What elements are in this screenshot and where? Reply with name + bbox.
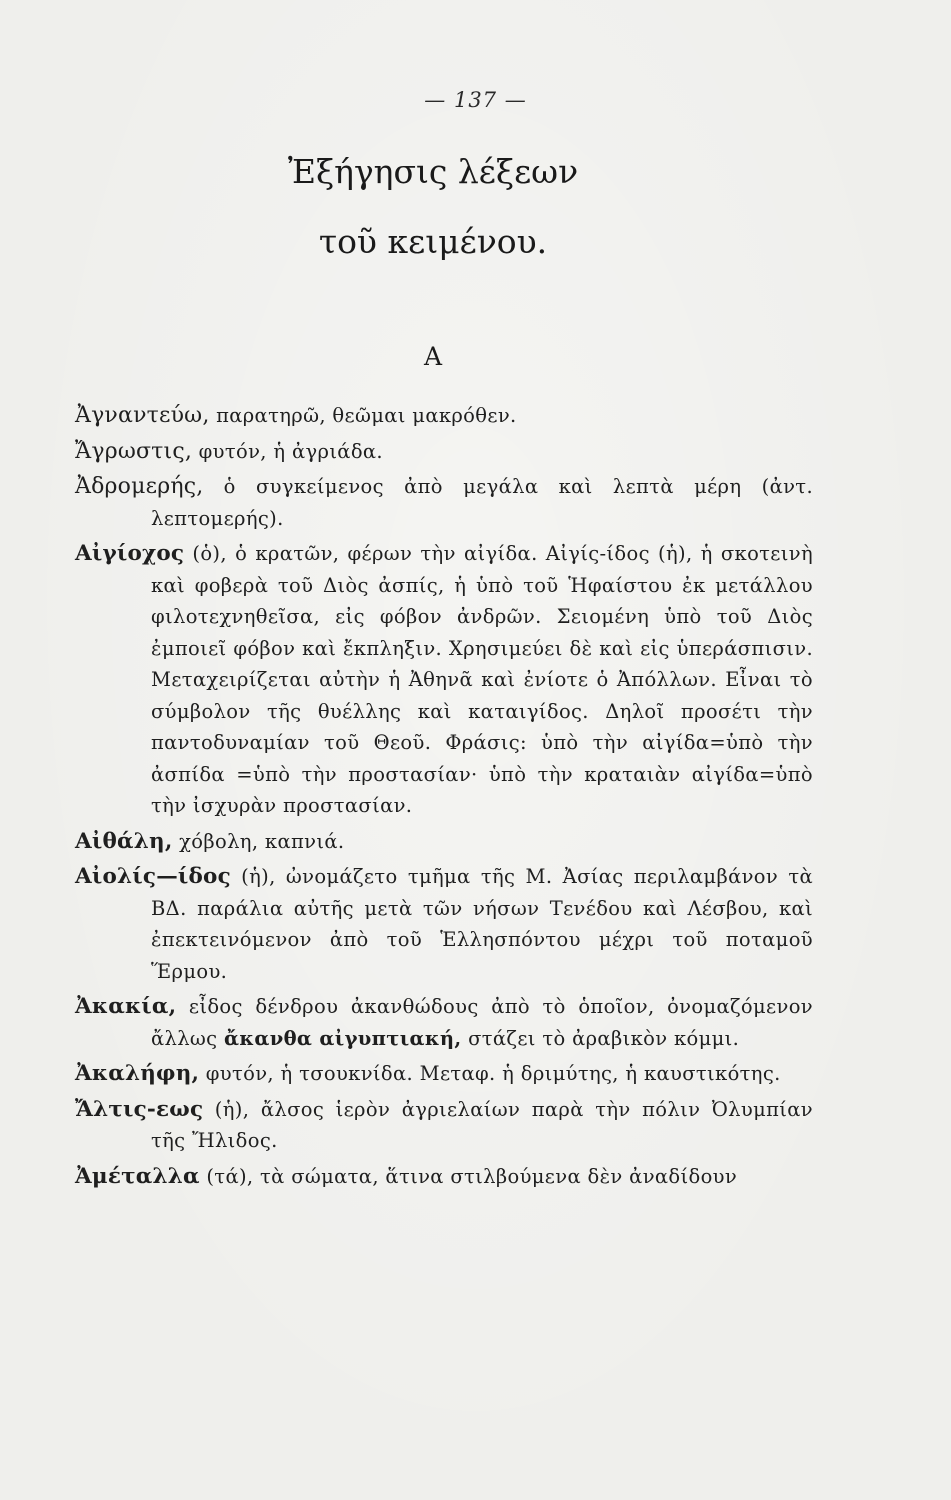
glossary-entry bbox=[75, 471, 813, 534]
entry-definition: χόβολη, καπνιά. bbox=[172, 829, 345, 853]
entry-definition: ὁ συγκείμενος ἀπὸ μεγάλα καὶ λεπτὰ μέρη (ἀντ. λεπτομερής). bbox=[151, 475, 813, 530]
entry-emphasis: ἄκανθα αἰγυπτιακή, bbox=[224, 1026, 462, 1050]
entry-lemma: Αἰθάλη, bbox=[75, 828, 173, 854]
entry-lemma: Ἄλτις-εως bbox=[75, 1096, 204, 1122]
glossary-entries bbox=[75, 400, 813, 1196]
entry-lemma: Αἰολίς—ίδος bbox=[75, 864, 231, 889]
entry-definition-cont: στάζει τὸ ἀραβικὸν κόμμι. bbox=[461, 1026, 740, 1050]
glossary-entry bbox=[75, 1161, 813, 1193]
entry-definition: (ἡ), ὠνομάζετο τμῆμα τῆς Μ. Ἀσίας περιλαμβάνον τὰ ΒΔ. παράλια αὐτῆς μετὰ τῶν νήσων Τενέδου καὶ Λέσβου, καὶ ἐπεκτεινόμενον ἀπὸ τοῦ Ἑλλησπόντου μέχρι τοῦ ποταμοῦ Ἕρμου. bbox=[151, 865, 813, 983]
glossary-entry bbox=[75, 400, 813, 432]
page-subtitle: τοῦ κειμένου. bbox=[318, 222, 548, 261]
glossary-entry bbox=[75, 1094, 813, 1157]
entry-lemma: Αἰγίοχος bbox=[75, 541, 185, 566]
entry-definition: εἶδος δένδρου ἀκανθώδους ἀπὸ τὸ ὁποῖον, ὀνομαζόμενον ἄλλως bbox=[151, 995, 813, 1050]
entry-definition: (ὁ), ὁ κρατῶν, φέρων τὴν αἰγίδα. Αἰγίς-ίδος (ἡ), ἡ σκοτεινὴ καὶ φοβερὰ τοῦ Διὸς ἀσπίς, ἡ ὑπὸ τοῦ Ἡφαίστου ἐκ μετάλλου φιλοτεχνηθεῖσα, εἰς φόβον ἀνδρῶν. Σειομένη ὑπὸ τοῦ Διὸς ἐμποιεῖ φόβον καὶ ἔκπληξιν. Χρησιμεύει δὲ καὶ εἰς ὑπεράσπισιν. Μεταχειρίζεται αὐτὴν ἡ Ἀθηνᾶ καὶ ἐνίοτε ὁ Ἀπόλλων. Εἶναι τὸ σύμβολον τῆς θυέλλης καὶ καταιγίδος. Δηλοῖ προσέτι τὴν παντοδυναμίαν τοῦ Θεοῦ. Φράσις: ὑπὸ τὴν αἰγίδα=ὑπὸ τὴν ἀσπίδα =ὑπὸ τὴν προστασίαν· ὑπὸ τὴν κραταιὰν αἰγίδα=ὑπὸ τὴν ἰσχυρὰν προστασίαν. bbox=[151, 542, 813, 817]
entry-definition: παρατηρῶ, θεῶμαι μακρόθεν. bbox=[209, 404, 517, 427]
entry-lemma: Ἀκακία, bbox=[75, 994, 177, 1019]
entry-definition: (τά), τὰ σώματα, ἅτινα στιλβούμενα δὲν ἀναδίδουν bbox=[199, 1164, 738, 1188]
entry-lemma: Ἄγρωστις, bbox=[75, 438, 193, 464]
glossary-entry bbox=[75, 826, 813, 858]
entry-definition: φυτόν, ἡ ἀγριάδα. bbox=[192, 439, 383, 463]
entry-lemma: Ἀμέταλλα bbox=[75, 1163, 200, 1189]
entry-lemma: Ἀγναντεύω, bbox=[75, 403, 210, 428]
glossary-entry bbox=[75, 1058, 813, 1090]
entry-lemma: Ἀκαλήφη, bbox=[75, 1061, 200, 1086]
glossary-entry bbox=[75, 538, 813, 822]
entry-lemma: Ἀδρομερής, bbox=[75, 474, 204, 499]
entry-definition: φυτόν, ἡ τσουκνίδα. Μεταφ. ἡ δριμύτης, ἡ καυστικότης. bbox=[199, 1062, 781, 1085]
page-title: Ἐξήγησις λέξεων bbox=[287, 152, 579, 191]
glossary-entry bbox=[75, 991, 813, 1054]
section-letter: Α bbox=[423, 342, 443, 371]
glossary-entry bbox=[75, 861, 813, 987]
page-number: — 137 — bbox=[424, 88, 527, 112]
glossary-entry bbox=[75, 436, 813, 468]
entry-definition: (ἡ), ἄλσος ἱερὸν ἀγριελαίων παρὰ τὴν πόλιν Ὀλυμπίαν τῆς Ἤλιδος. bbox=[151, 1097, 813, 1152]
